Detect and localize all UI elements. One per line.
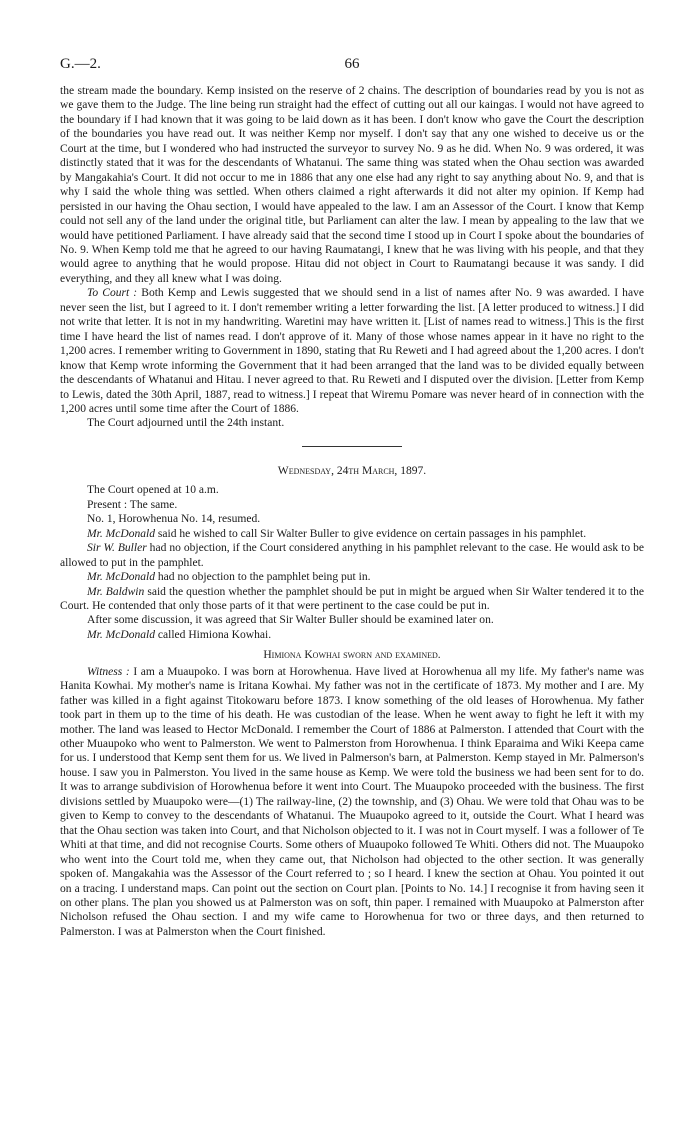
date-heading: Wednesday, 24th March, 1897. <box>277 464 427 477</box>
paragraph-text: Both Kemp and Lewis suggested that we should send in a list of names after No. 9 was awarded. I have never seen the list, but I agreed to it. I don't remember writing a letter forwarding the list. [A letter produced to witness.] I did not write that letter. It is not in my handwriting. Waretini may have written it. [List of names read to witness.] This is the first time I have heard the list of names read. I don't approve of it. Many of those whose names appear in it have no right to the 1,200 acres. I remember writing to Government in 1890, stating that Ru Reweti and I had agreed about the 1,200 acres. I don't know that Kemp wrote informing the Government that it had been arranged that the land was to be divided equally between the descendants of Whatanui and Hitau. I never agreed to that. Ru Reweti and I disputed over the division. [Letter from Kemp to Lewis, dated the 30th April, 1887, read to witness.] I repeat that Wiremu Pomare was never heard of in connection with the 1,200 acres until some time after the Court of 1886. <box>60 287 644 415</box>
speaker-name: Mr. McDonald <box>87 628 155 641</box>
paragraph-text: said he wished to call Sir Walter Buller to give evidence on certain passages in his pamphlet. <box>155 527 587 540</box>
page-header <box>60 56 644 76</box>
paragraph <box>60 585 644 614</box>
witness-heading: Himiona Kowhai sworn and examined. <box>263 649 441 662</box>
page-number: 66 <box>344 56 360 72</box>
paragraph-text: I am a Muaupoko. I was born at Horowhenua. Have lived at Horowhenua all my life. My father's name was Hanita Kowhai. My mother's name is Iritana Kowhai. My father was not in the certificate of 1873. My mother and I are. My father was killed in a fight against Titokowaru before 1873. I know something of the old leases of Horowhenua. My father took part in them up to the time of his death. He was custodian of the lease. When he went away to fight he left it with my mother. The land was leased to Hector McDonald. I remember the Court of 1886 at Palmerston. I attended that Court with the other Muaupoko who went to Palmerston. We went to Palmerston from Horowhenua. I think Eparaima and Wiki Keepa came for us. I understood that Kemp sent them for us. We lived in Palmerson's barn, at Palmerston. Kemp stayed in Mr. Palmerson's house. I saw you in Palmerston. You lived in the same house as Kemp. We were told the business we had been sent for to do. It was to arrange subdivision of Horowhenua before it went into Court. The Muaupoko proceeded with the business. The first divisions settled by Muaupoko were—(1) The railway-line, (2) the township, and (3) Ohau. We were told that Ohau was to be given to Kemp to convey to the descendants of Whatanui. The Muaupoko agreed to it, outside the Court. What I heard was that the Ohau section was taken into Court, and that Nicholson objected to it. I was not in Court myself. I was a follower of Te Whiti at that time, and did not recognise Courts. Some others of Muaupoko followed Te Whiti. Others did not. The Muaupoko who went into the Court told me, when they came out, that Nicholson had objected to the other section. It was generally spoken of. Mangakahia was the Assessor of the Court referred to ; so I heard. I knew the section at Ohau. You pointed it out on a tracing. I understand maps. Can point out the section on Court plan. [Points to No. 14.] I recognise it from having seen it on other plans. The plan you showed us at Palmerston was on soft, thin paper. I remained with Muaupoko at Palmerston after Nicholson refused the Ohau section. I and my wife came to Horowhenua for two or three days, and then returned to Palmerston. I was at Palmerston when the Court finished. <box>60 665 644 938</box>
paragraph: The Court opened at 10 a.m. <box>87 484 219 497</box>
paragraph-text: called Himiona Kowhai. <box>155 628 272 641</box>
speaker-label: To Court : <box>87 287 138 300</box>
paragraph <box>60 541 644 570</box>
section-divider <box>302 446 402 447</box>
paragraph-text: said the question whether the pamphlet should be put in might be argued when Sir Walter tendered it to the Court. He contended that only those parts of it that were pertinent to the case could be put in. <box>60 585 644 612</box>
paragraph: the stream made the boundary. Kemp insisted on the reserve of 2 chains. The description of boundaries read by you is not as we gave them to the Judge. The line being run straight had the effect of cutting out all our kaingas. I would not have agreed to the boundary if I had known that it was going to be laid down as it has been. I don't know who gave the Court the description of the boundaries you have read out. It was neither Kemp nor myself. I don't say that any one wished to deceive us or the Court at the time, but I wondered who had instructed the surveyor to survey No. 9 as he did. When No. 9 was ordered, it was distinctly stated that it was for the descendants of Whatanui. The same thing was stated when the Ohau section was awarded by Mangakahia's Court. It did not occur to me in 1886 that any one else had any right to say anything about No. 9, and that is why I said the whole thing was settled. When others claimed a right afterwards it did not alter my opinion. If Kemp had persisted in our having the Ohau section, I would have appealed to the law. I am an Assessor of the Court. I know that Kemp could not sell any of the land under the original title, but Parliament can alter the law. I mean by appealing to the law that we would have petitioned Parliament. I have already said that the second time I stood up in Court I spoke about the boundaries of No. 9. When Kemp told me that he agreed to our having Raumatangi, I knew that he was living with his people, and that they would agree to anything that he would propose. Hitau did not object in Court to Raumatangi because it was sandy. I did everything, and they all knew what I was doing. <box>60 85 644 285</box>
paragraph: After some discussion, it was agreed that Sir Walter Buller should be examined later on. <box>87 614 494 627</box>
paragraph-text: had no objection, if the Court considered anything in his pamphlet relevant to the case. He would ask to be allowed to put in the pamphlet. <box>60 542 645 569</box>
paragraph <box>60 570 644 584</box>
speaker-label: Witness : <box>87 665 130 678</box>
adjournment-line: The Court adjourned until the 24th instant. <box>87 417 285 430</box>
paragraph-text: had no objection to the pamphlet being put in. <box>155 571 371 584</box>
paragraph <box>60 628 644 642</box>
paragraph <box>60 527 644 541</box>
section-divider-wrap <box>60 431 644 456</box>
paragraph: Present : The same. <box>87 498 178 511</box>
paragraph <box>60 665 644 940</box>
document-body <box>60 84 644 939</box>
paragraph <box>60 286 644 416</box>
speaker-name: Mr. McDonald <box>87 527 155 540</box>
speaker-name: Sir W. Buller <box>87 542 147 555</box>
document-reference: G.—2. <box>60 56 101 72</box>
speaker-name: Mr. Baldwin <box>87 585 145 598</box>
speaker-name: Mr. McDonald <box>87 571 155 584</box>
paragraph: No. 1, Horowhenua No. 14, resumed. <box>87 513 261 526</box>
